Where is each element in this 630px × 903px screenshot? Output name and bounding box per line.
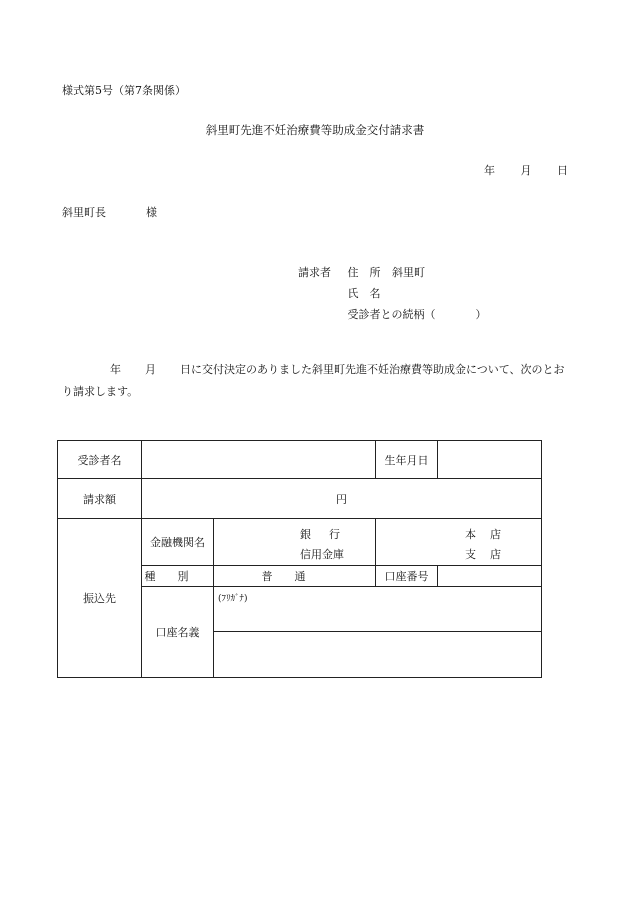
yen-label: 円 (336, 492, 347, 506)
patient-name-field[interactable] (142, 441, 376, 479)
date-month-label: 月 (520, 164, 532, 177)
requester-name-label: 氏 名 (347, 287, 381, 300)
furigana-label: (ﾌﾘｶﾞﾅ) (218, 594, 248, 604)
request-statement (62, 359, 572, 403)
credit-union-label: 信用金庫 (300, 548, 344, 561)
statement-year: 年 (110, 363, 121, 376)
form-number: 様式第5号（第7条関係） (62, 84, 186, 97)
financial-institution-label: 金融機関名 (142, 519, 214, 566)
requester-label: 請求者 (298, 266, 331, 279)
requester-address-label: 住 所 (347, 266, 381, 279)
addressee (62, 204, 157, 220)
statement-text: 日に交付決定のありました斜里町先進不妊治療費等助成金について、次のとおり請求します。 (62, 363, 565, 398)
branch-name-field[interactable] (376, 519, 542, 566)
patient-name-label: 受診者名 (58, 441, 142, 479)
account-type-label: 種別 (142, 566, 214, 587)
claim-amount-field[interactable] (142, 479, 542, 519)
date-day-label: 日 (557, 164, 568, 177)
bank-name-field[interactable] (214, 519, 376, 566)
birth-date-label: 生年月日 (376, 441, 438, 479)
document-title: 斜里町先進不妊治療費等助成金交付請求書 (205, 123, 425, 137)
main-office-label: 本店 (465, 528, 516, 541)
account-holder-label: 口座名義 (142, 587, 214, 678)
date-row (462, 162, 568, 178)
bank-label: 銀行 (300, 528, 358, 541)
requester-address-value: 斜里町 (392, 266, 425, 279)
account-type-ordinary: 普通 (214, 566, 376, 587)
statement-month: 月 (145, 363, 156, 376)
account-number-field[interactable] (438, 566, 542, 587)
claim-table (57, 440, 542, 678)
furigana-field[interactable] (214, 587, 542, 632)
claim-amount-label: 請求額 (58, 479, 142, 519)
birth-date-field[interactable] (438, 441, 542, 479)
addressee-honorific: 様 (146, 206, 157, 219)
account-holder-field[interactable] (214, 632, 542, 678)
date-year-label: 年 (484, 164, 495, 177)
requester-block (298, 262, 487, 325)
transfer-to-label: 振込先 (58, 519, 142, 678)
branch-office-label: 支店 (465, 548, 516, 561)
addressee-name: 斜里町長 (62, 206, 106, 219)
requester-relation-label: 受診者との続柄（ (347, 308, 436, 321)
requester-relation-close: ） (475, 308, 487, 321)
account-number-label: 口座番号 (376, 566, 438, 587)
